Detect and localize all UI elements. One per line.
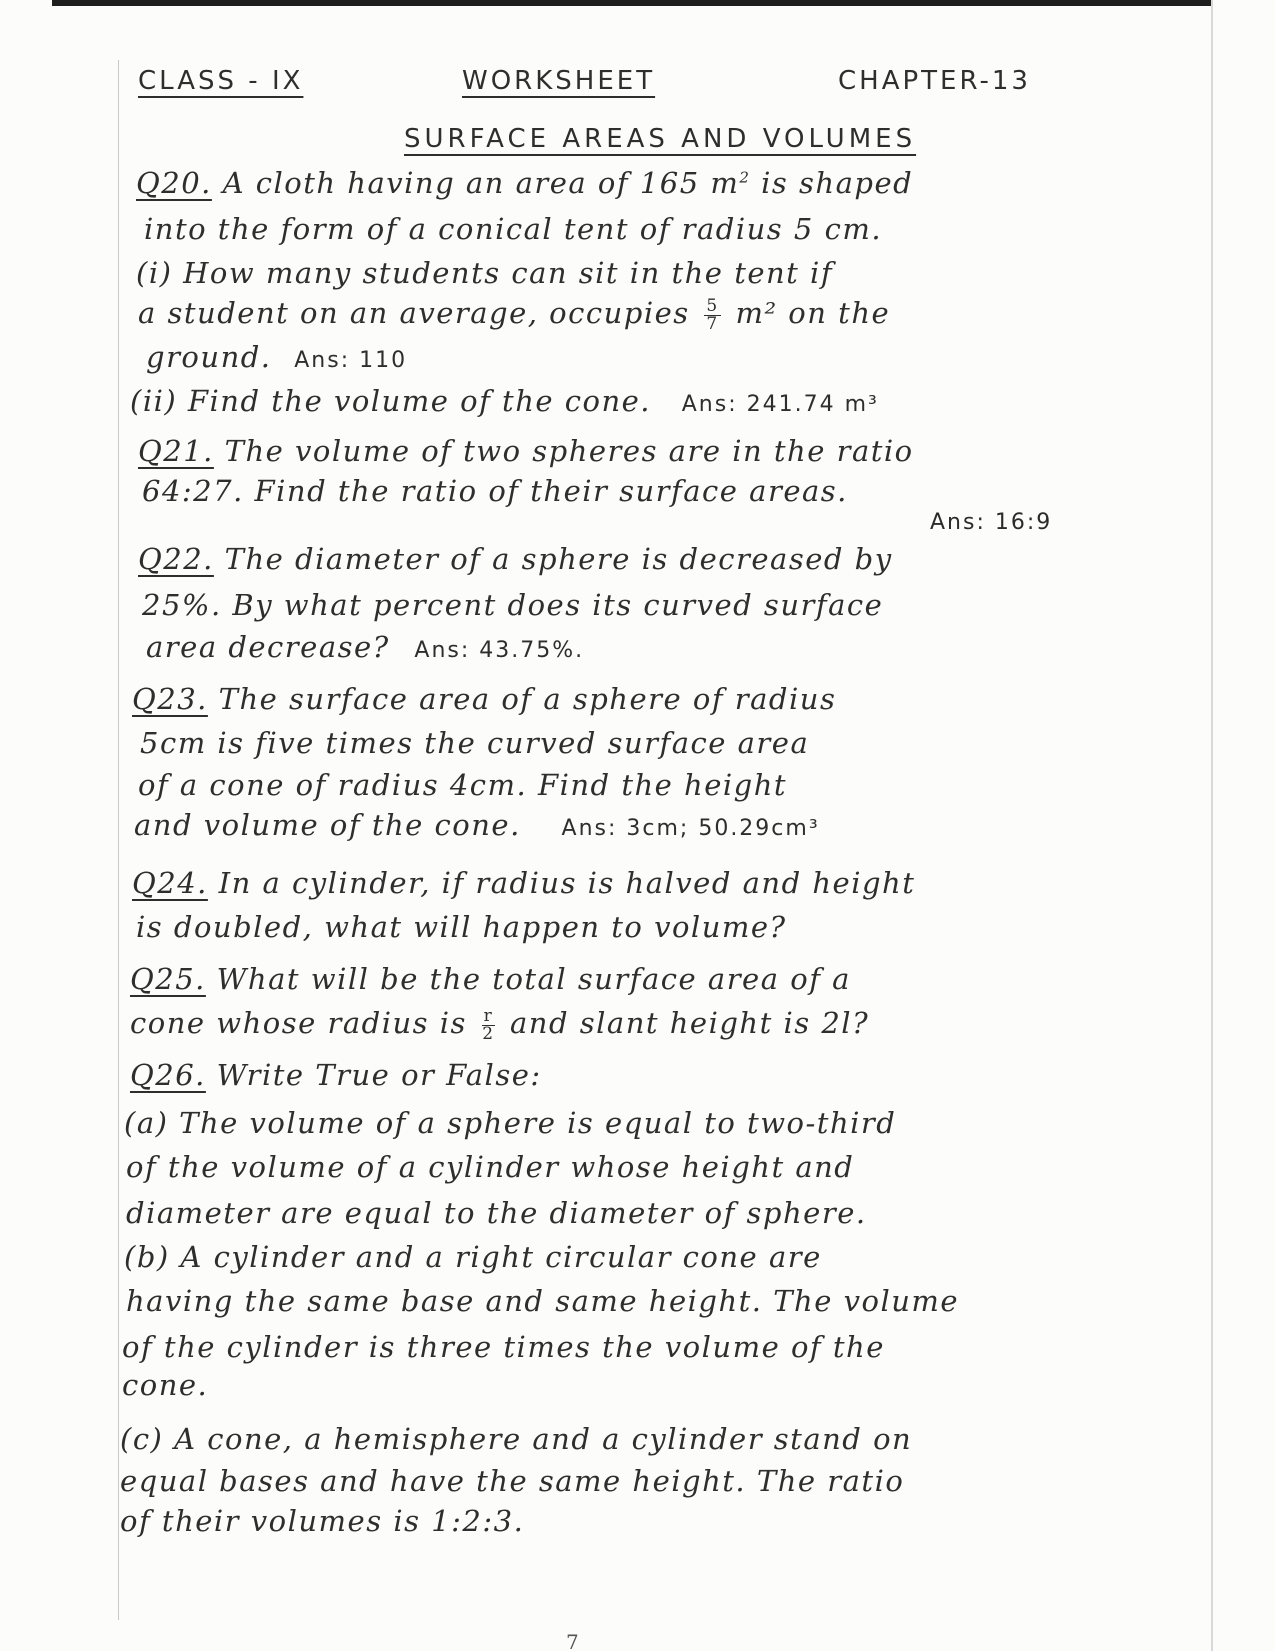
answer: Ans: 43.75%. [414, 638, 585, 663]
q22-line-1 [138, 542, 893, 576]
question-number: Q21. [138, 434, 214, 468]
q26-text-1: Write True or False: [216, 1058, 542, 1092]
q26-b-line-2: having the same base and same height. The volume [126, 1284, 960, 1318]
q23-text-1: The surface area of a sphere of radius [218, 682, 837, 716]
fraction [704, 295, 720, 334]
page-number: 7 [566, 1630, 579, 1651]
q22-text-1: The diameter of a sphere is decreased by [224, 542, 893, 576]
q26-a-line-3: diameter are equal to the diameter of sphere. [126, 1196, 867, 1230]
answer: Ans: 3cm; 50.29cm³ [561, 816, 820, 841]
q20-text-5: ground. [146, 340, 272, 374]
scan-right-edge [1211, 0, 1213, 1651]
q21-text-1: The volume of two spheres are in the ratio [224, 434, 914, 468]
q26-line-1 [130, 1058, 542, 1092]
q26-b-line-3: of the cylinder is three times the volume of the [122, 1330, 885, 1364]
q26-b-line-4: cone. [122, 1368, 209, 1402]
q20-text-6: (ii) Find the volume of the cone. [130, 384, 652, 418]
q20-line-4 [138, 296, 890, 333]
q20-sup: 2 [739, 168, 751, 187]
fraction [482, 1005, 496, 1044]
q20-text-1: A cloth having an area of 165 m [222, 166, 740, 200]
q20-line-1 [136, 166, 913, 200]
scan-top-edge [52, 0, 1212, 6]
question-number: Q26. [130, 1058, 206, 1092]
q20-text-1b: is shaped [750, 166, 914, 200]
q22-text-3: area decrease? [146, 630, 390, 664]
q25-line-1 [130, 962, 851, 996]
q22-line-2: 25%. By what percent does its curved surface [142, 588, 884, 622]
fraction-numerator: 5 [706, 295, 719, 316]
question-number: Q22. [138, 542, 214, 576]
q23-line-4 [134, 808, 820, 842]
q20-line-3: (i) How many students can sit in the tent if [136, 256, 834, 290]
q23-line-1 [132, 682, 836, 716]
q23-line-3: of a cone of radius 4cm. Find the height [138, 768, 788, 802]
question-number: Q25. [130, 962, 206, 996]
chapter-label: CHAPTER-13 [838, 66, 1031, 96]
fraction-denominator: 7 [706, 313, 719, 334]
q26-b-line-1: (b) A cylinder and a right circular cone are [124, 1240, 822, 1274]
q20-line-2: into the form of a conical tent of radius 5 cm. [144, 212, 883, 246]
answer: Ans: 110 [294, 348, 408, 373]
q20-line-6 [130, 384, 879, 418]
q21-line-2: 64:27. Find the ratio of their surface areas. [142, 474, 848, 508]
q26-c-line-2: equal bases and have the same height. The ratio [120, 1464, 905, 1498]
q25-text-2a: cone whose radius is [130, 1006, 467, 1040]
q26-c-line-1: (c) A cone, a hemisphere and a cylinder stand on [120, 1422, 913, 1456]
fraction-numerator: r [483, 1005, 494, 1026]
class-label: CLASS - IX [138, 66, 304, 96]
q20-text-4b: m² on the [735, 296, 891, 330]
q20-line-5 [146, 340, 407, 374]
answer: Ans: 16:9 [930, 510, 1053, 535]
question-number: Q20. [136, 166, 212, 200]
q20-text-4a: a student on an average, occupies [138, 296, 690, 330]
question-number: Q23. [132, 682, 208, 716]
answer: Ans: 241.74 m³ [681, 392, 879, 417]
worksheet-label: WORKSHEET [462, 66, 656, 96]
q24-line-1 [132, 866, 915, 900]
q25-text-1: What will be the total surface area of a [216, 962, 851, 996]
q26-a-line-2: of the volume of a cylinder whose height and [126, 1150, 855, 1184]
fraction-denominator: 2 [482, 1023, 495, 1044]
topic-title: SURFACE AREAS AND VOLUMES [404, 124, 917, 154]
q23-line-2: 5cm is five times the curved surface area [140, 726, 810, 760]
q26-c-line-3: of their volumes is 1:2:3. [120, 1504, 525, 1538]
q21-line-1 [138, 434, 914, 468]
q26-a-line-1: (a) The volume of a sphere is equal to two-third [124, 1106, 897, 1140]
question-number: Q24. [132, 866, 208, 900]
q24-text-1: In a cylinder, if radius is halved and height [218, 866, 916, 900]
q22-line-3 [146, 630, 584, 664]
q25-text-2b: and slant height is 2l? [510, 1006, 870, 1040]
q25-line-2 [130, 1006, 869, 1043]
margin-line [118, 60, 119, 1620]
q23-text-4: and volume of the cone. [134, 808, 521, 842]
q24-line-2: is doubled, what will happen to volume? [136, 910, 787, 944]
